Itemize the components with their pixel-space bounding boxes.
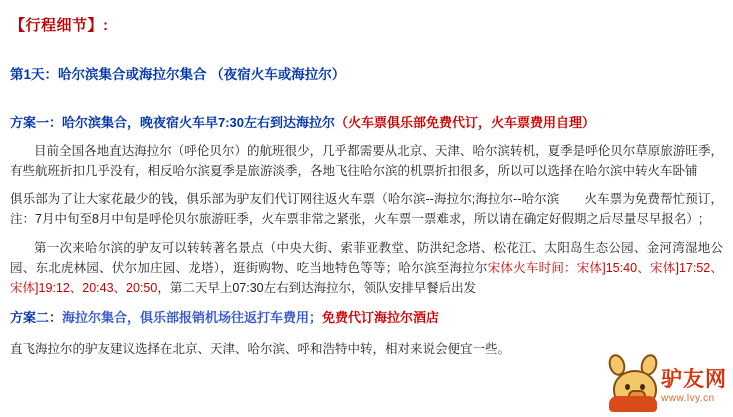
train-time-3: ]19:12、20:43、20:50 — [35, 281, 158, 295]
watermark-brand-cn: 驴友网 — [661, 366, 727, 391]
plan-two-heading — [10, 308, 723, 329]
watermark-text — [661, 366, 727, 404]
train-time-2: ]17:52、宋体 — [10, 260, 723, 295]
plan-two-value: 海拉尔集合，俱乐部报销机场往返打车费用； — [62, 310, 323, 326]
paragraph-sights-part1: 第一次来哈尔滨的驴友可以转转著名景点（中央大街、索菲亚教堂、防洪纪念塔、松花江、太阳岛生态公园、金河湾湿地公园、东北虎林园、伏尔加庄园、龙塔），逛街购物、吃当地特色等等；哈尔滨至海拉尔 — [10, 240, 723, 275]
mascot-eye-left — [625, 384, 630, 390]
train-time-1: ]15:40、宋体 — [602, 260, 676, 275]
paragraph-flights: 目前全国各地直达海拉尔（呼伦贝尔）的航班很少，几乎都需要从北京、天津、哈尔滨转机，夏季是呼伦贝尔草原旅游旺季，有些航班折扣几乎没有，相反哈尔滨夏季是旅游淡季，各地飞往哈尔滨的机票折扣很多，所以可以选择在哈尔滨中转火车卧铺 — [10, 143, 723, 178]
mascot-eye-right — [640, 384, 645, 390]
plan-one-note: （火车票俱乐部免费代订，火车票费用自理） — [335, 115, 596, 130]
paragraph-direct-flight: 直飞海拉尔的驴友建议选择在北京、天津、哈尔滨、呼和浩特中转，相对来说会便宜一些。 — [10, 342, 511, 357]
watermark-brand-en: www.lvy.cn — [661, 392, 715, 404]
plan-one-label: 方案一：哈尔滨集合，晚夜宿火车早7:30左右到达海拉尔 — [10, 115, 336, 130]
paragraph-sights-part2: ，第二天早上07:30左右到达海拉尔，领队安排早餐后出发 — [157, 281, 477, 295]
plan-two-label: 方案二： — [10, 310, 63, 326]
plan-one-heading — [10, 113, 723, 133]
mascot-head — [613, 370, 657, 408]
train-font-1: 宋体 — [487, 260, 514, 275]
watermark-logo — [577, 359, 727, 413]
page-title: 【行程细节】: — [10, 17, 109, 34]
plan-two-value-extra: 免费代订海拉尔酒店 — [322, 310, 440, 326]
train-time-label: 火车时间：宋体 — [513, 260, 603, 275]
mascot-nose — [628, 390, 646, 404]
paragraph-tickets: 俱乐部为了让大家花最少的钱，俱乐部为驴友们代订网往返火车票（哈尔滨--海拉尔;海拉尔--哈尔滨 火车票为免费帮忙预订，注：7月中旬至8月中旬是呼伦贝尔旅游旺季，火车票非常之紧张，火车票一票难求，所以请在确定好假期之后尽量尽早报名）; — [10, 192, 723, 227]
paragraph-sights — [10, 238, 723, 299]
donkey-mascot-icon — [607, 362, 659, 410]
mascot-body — [609, 396, 657, 412]
day-heading: 第1天：哈尔滨集合或海拉尔集合 （夜宿火车或海拉尔） — [10, 67, 346, 82]
